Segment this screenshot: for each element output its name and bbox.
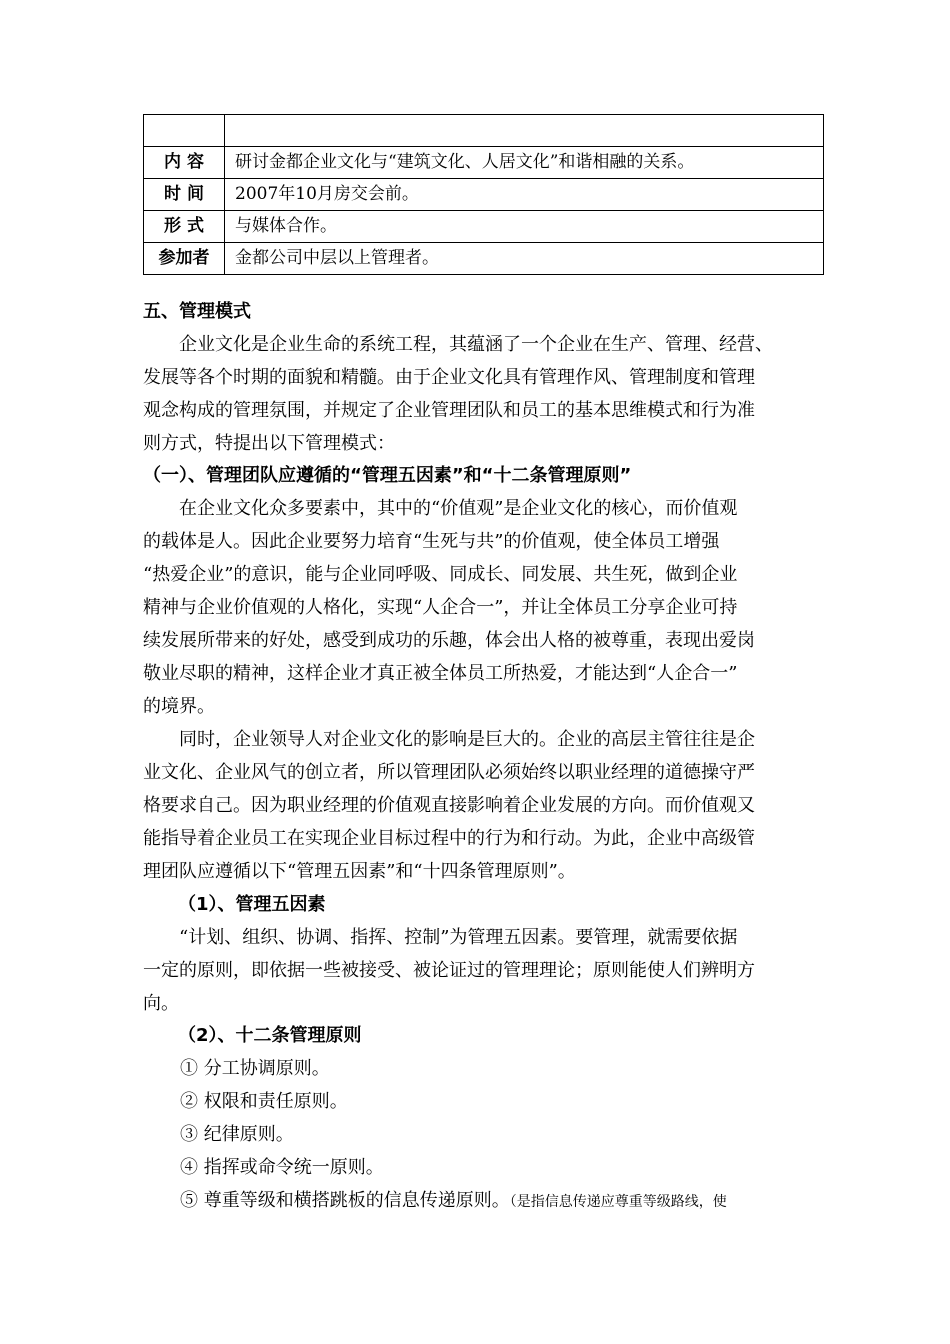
principle-item: ① 分工协调原则。 xyxy=(180,1058,330,1079)
paragraph-line: 则方式，特提出以下管理模式： xyxy=(143,433,395,454)
item-heading: （1）、管理五因素 xyxy=(178,894,326,915)
info-table xyxy=(143,114,824,275)
table-value-cell: 研讨金都企业文化与“建筑文化、人居文化”和谐相融的关系。 xyxy=(225,147,824,179)
paragraph-line: 向。 xyxy=(143,993,179,1014)
section-heading: 五、管理模式 xyxy=(143,301,251,322)
table-row xyxy=(144,179,824,211)
table-label-cell: 形 式 xyxy=(144,211,225,243)
paragraph-line: 续发展所带来的好处，感受到成功的乐趣，体会出人格的被尊重，表现出爱岗 xyxy=(143,630,755,651)
paragraph-line: 观念构成的管理氛围，并规定了企业管理团队和员工的基本思维模式和行为准 xyxy=(143,400,755,421)
subsection-heading: （一）、管理团队应遵循的“管理五因素”和“十二条管理原则” xyxy=(143,465,632,486)
table-row xyxy=(144,115,824,147)
principle-item: ③ 纪律原则。 xyxy=(180,1124,294,1145)
paragraph-line: 业文化、企业风气的创立者，所以管理团队必须始终以职业经理的道德操守严 xyxy=(143,762,755,783)
table-value-cell: 2007年10月房交会前。 xyxy=(225,179,824,211)
paragraph-line: 精神与企业价值观的人格化，实现“人企合一”，并让全体员工分享企业可持 xyxy=(143,597,738,618)
table-label-cell: 参加者 xyxy=(144,243,225,275)
paragraph-line: “热爱企业”的意识，能与企业同呼吸、同成长、同发展、共生死，做到企业 xyxy=(143,564,738,585)
paragraph-line: 格要求自己。因为职业经理的价值观直接影响着企业发展的方向。而价值观又 xyxy=(143,795,755,816)
table-row xyxy=(144,211,824,243)
paragraph-line: 理团队应遵循以下“管理五因素”和“十四条管理原则”。 xyxy=(143,861,576,882)
table-value-cell: 与媒体合作。 xyxy=(225,211,824,243)
principle-text: ⑤ 尊重等级和横搭跳板的信息传递原则。 xyxy=(180,1190,510,1211)
principle-item xyxy=(180,1189,820,1214)
paragraph-line: 能指导着企业员工在实现企业目标过程中的行为和行动。为此，企业中高级管 xyxy=(143,828,755,849)
principle-item: ② 权限和责任原则。 xyxy=(180,1091,348,1112)
table-label-cell xyxy=(144,115,225,147)
table-value-cell xyxy=(225,115,824,147)
paragraph-line: 的载体是人。因此企业要努力培育“生死与共”的价值观，使全体员工增强 xyxy=(143,531,720,552)
table-row xyxy=(144,243,824,275)
paragraph-line: “计划、组织、协调、指挥、控制”为管理五因素。要管理，就需要依据 xyxy=(143,927,738,948)
paragraph-line: 的境界。 xyxy=(143,696,215,717)
table-label-cell: 内 容 xyxy=(144,147,225,179)
paragraph-line: 发展等各个时期的面貌和精髓。由于企业文化具有管理作风、管理制度和管理 xyxy=(143,367,755,388)
table-value-cell: 金都公司中层以上管理者。 xyxy=(225,243,824,275)
table-label-cell: 时 间 xyxy=(144,179,225,211)
paragraph-line: 同时，企业领导人对企业文化的影响是巨大的。企业的高层主管往往是企 xyxy=(143,729,755,750)
table-row xyxy=(144,147,824,179)
item-heading: （2）、十二条管理原则 xyxy=(178,1025,362,1046)
principle-note: （是指信息传递应尊重等级路线，使 xyxy=(509,1194,727,1210)
principle-item: ④ 指挥或命令统一原则。 xyxy=(180,1157,384,1178)
paragraph-line: 敬业尽职的精神，这样企业才真正被全体员工所热爱，才能达到“人企合一” xyxy=(143,663,738,684)
paragraph-line: 在企业文化众多要素中，其中的“价值观”是企业文化的核心，而价值观 xyxy=(143,498,738,519)
paragraph-line: 一定的原则，即依据一些被接受、被论证过的管理理论；原则能使人们辨明方 xyxy=(143,960,755,981)
paragraph-line: 企业文化是企业生命的系统工程，其蕴涵了一个企业在生产、管理、经营、 xyxy=(143,334,773,355)
